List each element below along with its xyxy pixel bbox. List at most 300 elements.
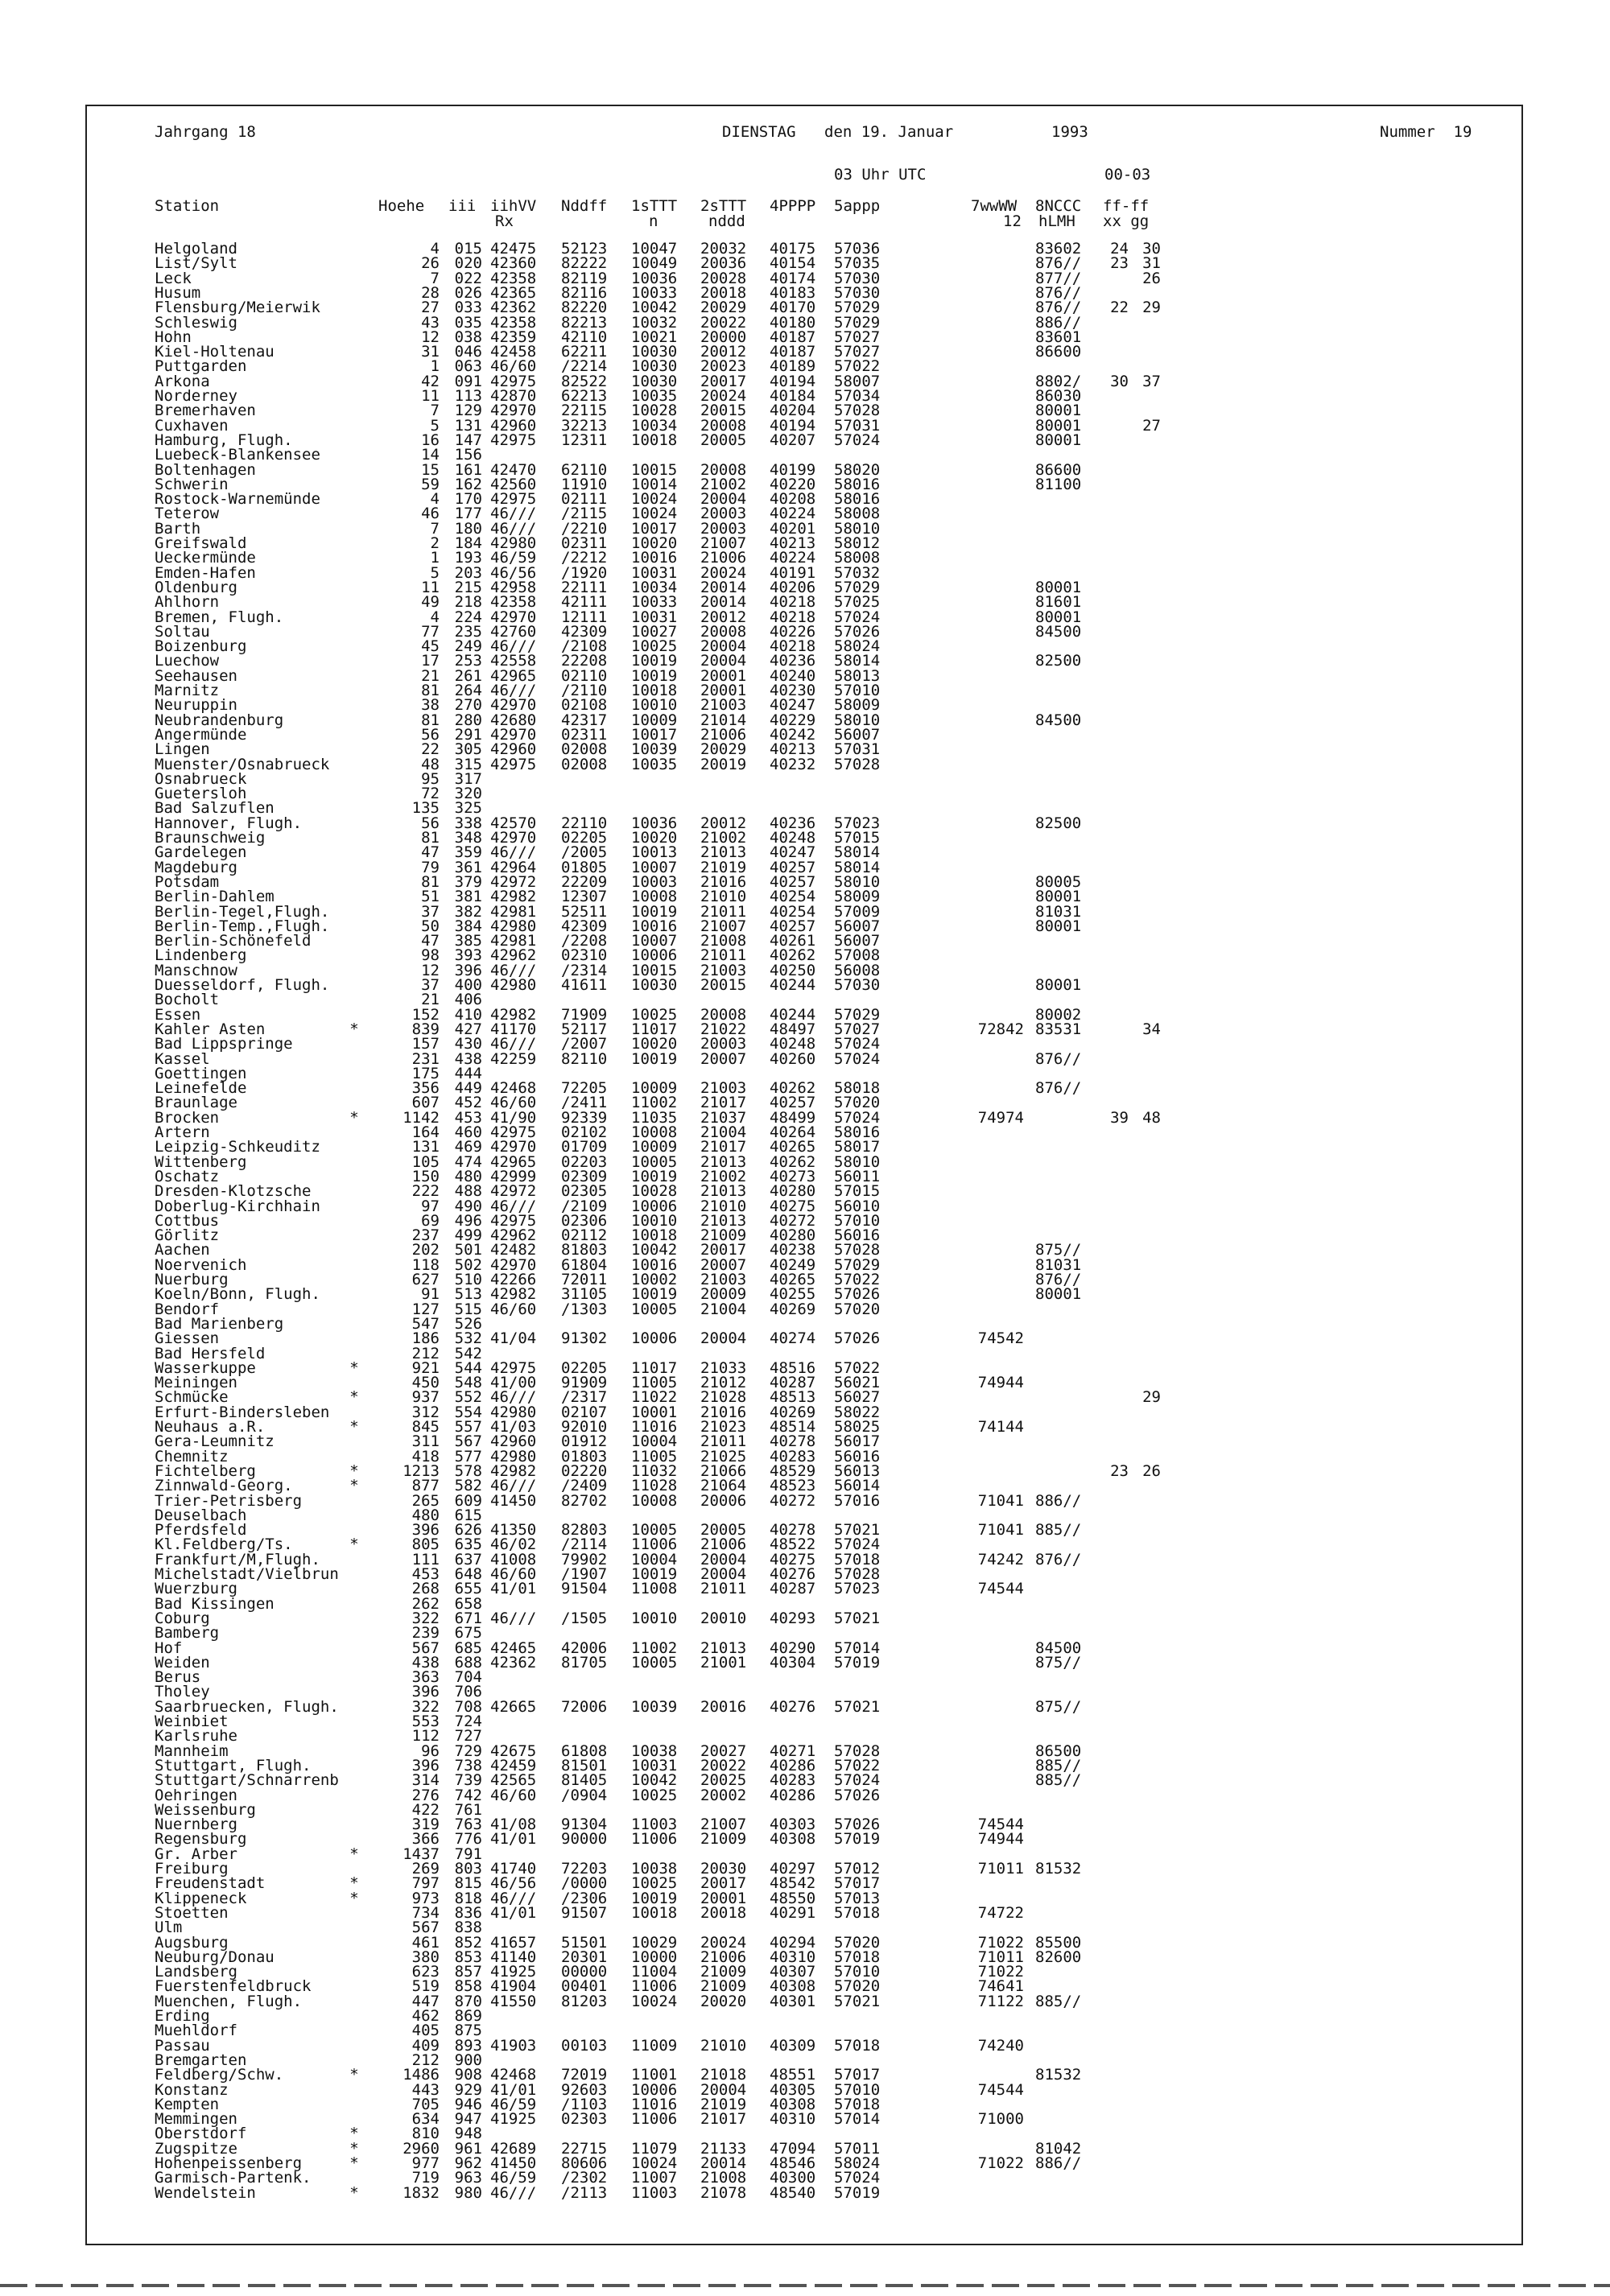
cell-nddff: 22209: [561, 872, 608, 891]
cell-ncc: 84500: [1035, 1639, 1082, 1657]
cell-nddff: /1103: [561, 2095, 608, 2113]
cell-hoehe: 96: [421, 1742, 440, 1760]
cell-pppp: 40261: [770, 932, 816, 950]
col-4pppp: 4PPPP: [770, 197, 816, 215]
cell-station: Passau: [155, 2036, 210, 2055]
cell-sttt2: 21078: [700, 2183, 747, 2202]
cell-appp: 57028: [834, 1565, 881, 1583]
table-row: [0, 1140, 1610, 1154]
cell-sttt2: 20007: [700, 1255, 747, 1274]
cell-iihvv: 46/59: [490, 2169, 537, 2187]
cell-iihvv: 42981: [490, 932, 537, 950]
cell-ncc: 876//: [1035, 1049, 1082, 1068]
cell-iii: 671: [454, 1609, 482, 1627]
cell-sttt1: 10049: [631, 254, 678, 273]
cell-iii: 384: [454, 917, 482, 935]
cell-nddff: 00401: [561, 1977, 608, 1996]
cell-nddff: 02107: [561, 1403, 608, 1421]
cell-station: Bad Kissingen: [155, 1594, 275, 1613]
cell-hoehe: 973: [411, 1889, 440, 1907]
cell-iii: 870: [454, 1992, 482, 2010]
cell-station: Brocken: [155, 1108, 220, 1127]
cell-nddff: 11910: [561, 475, 608, 493]
cell-sttt2: 20036: [700, 254, 747, 273]
col-iihvv: iihVV: [490, 197, 537, 215]
cell-iii: 761: [454, 1800, 482, 1819]
cell-iihvv: 46///: [490, 1035, 537, 1053]
cell-sttt2: 20027: [700, 1742, 747, 1760]
cell-iihvv: 42565: [490, 1771, 537, 1790]
cell-sttt1: 10008: [631, 1123, 678, 1141]
cell-station: Bad Marienberg: [155, 1314, 284, 1333]
cell-station: Neuruppin: [155, 696, 237, 715]
cell-iii: 131: [454, 416, 482, 435]
cell-iihvv: 42960: [490, 416, 537, 435]
cell-hoehe: 438: [411, 1653, 440, 1672]
cell-hoehe: 4: [430, 608, 440, 626]
table-row: [0, 2009, 1610, 2023]
cell-nddff: 12311: [561, 431, 608, 449]
cell-pppp: 40218: [770, 608, 816, 626]
cell-appp: 57021: [834, 1697, 881, 1716]
cell-sttt1: 10030: [631, 372, 678, 390]
cell-sttt1: 10016: [631, 1255, 678, 1274]
cell-iii: 655: [454, 1580, 482, 1598]
cell-appp: 58016: [834, 475, 881, 493]
cell-iii: 900: [454, 2051, 482, 2069]
cell-appp: 58024: [834, 2154, 881, 2172]
cell-nddff: /2114: [561, 1535, 608, 1554]
cell-sttt1: 10007: [631, 932, 678, 950]
cell-sttt1: 10009: [631, 1079, 678, 1098]
cell-appp: 57010: [834, 682, 881, 699]
table-row: [0, 1434, 1610, 1449]
cell-iihvv: 42760: [490, 622, 537, 641]
cell-station: Duesseldorf, Flugh.: [155, 976, 330, 994]
cell-nddff: 92603: [561, 2080, 608, 2099]
cell-nddff: 81203: [561, 1992, 608, 2010]
cell-hoehe: 977: [411, 2154, 440, 2172]
cell-sttt1: 10020: [631, 829, 678, 847]
cell-appp: 58025: [834, 1418, 881, 1436]
cell-appp: 56016: [834, 1226, 881, 1245]
cell-nddff: 91304: [561, 1816, 608, 1834]
cell-ww: 74544: [977, 1816, 1024, 1834]
cell-iii: 510: [454, 1271, 482, 1288]
cell-iihvv: 46///: [490, 1477, 537, 1495]
cell-sttt2: 21010: [700, 2036, 747, 2055]
cell-sttt1: 10017: [631, 519, 678, 538]
cell-sttt2: 21019: [700, 858, 747, 876]
cell-iii: 637: [454, 1550, 482, 1568]
cell-iihvv: 41904: [490, 1977, 537, 1996]
cell-sttt1: 10010: [631, 696, 678, 715]
bottom-rule: [0, 2284, 1610, 2287]
cell-iihvv: 42870: [490, 387, 537, 405]
cell-nddff: 82222: [561, 254, 608, 273]
cell-pppp: 40262: [770, 1152, 816, 1171]
cell-pppp: 40280: [770, 1226, 816, 1245]
cell-appp: 57036: [834, 240, 881, 258]
cell-iihvv: 41903: [490, 2036, 537, 2055]
cell-iihvv: 46/59: [490, 549, 537, 567]
cell-station: Erfurt-Bindersleben: [155, 1403, 330, 1421]
table-row: [0, 1624, 1610, 1643]
cell-hoehe: 14: [421, 446, 440, 464]
cell-station: Garmisch-Partenk.: [155, 2169, 312, 2187]
cell-pppp: 48546: [770, 2154, 816, 2172]
cell-iihvv: 41008: [490, 1550, 537, 1568]
cell-ff1: 39: [1110, 1108, 1129, 1127]
cell-nddff: 02305: [561, 1182, 608, 1201]
cell-iihvv: 42360: [490, 254, 537, 273]
cell-hoehe: 462: [411, 2007, 440, 2025]
cell-sttt1: 11006: [631, 1535, 678, 1554]
cell-hoehe: 262: [411, 1594, 440, 1613]
cell-ncc: 885//: [1035, 1756, 1082, 1775]
table-row: [0, 696, 1610, 715]
cell-iihvv: 41550: [490, 1992, 537, 2010]
cell-iihvv: 42960: [490, 1432, 537, 1451]
date-label: den 19. Januar: [824, 123, 954, 141]
cell-star: *: [349, 1020, 359, 1038]
cell-sttt1: 11006: [631, 2110, 678, 2129]
cell-sttt1: 10025: [631, 1005, 678, 1024]
cell-station: Muenchen, Flugh.: [155, 1992, 303, 2010]
cell-sttt2: 21006: [700, 1535, 747, 1554]
cell-sttt2: 21017: [700, 2110, 747, 2129]
cell-station: Erding: [155, 2007, 210, 2025]
cell-pppp: 40247: [770, 843, 816, 862]
cell-iihvv: 42689: [490, 2139, 537, 2158]
table-row: [0, 1037, 1610, 1051]
cell-station: Teterow: [155, 505, 220, 523]
cell-sttt2: 21023: [700, 1418, 747, 1436]
cell-iihvv: 41657: [490, 1933, 537, 1952]
cell-appp: 57020: [834, 1933, 881, 1952]
cell-iihvv: 42475: [490, 240, 537, 258]
cell-pppp: 40232: [770, 755, 816, 773]
cell-hoehe: 319: [411, 1816, 440, 1834]
cell-iii: 338: [454, 814, 482, 832]
cell-iihvv: 42982: [490, 1005, 537, 1024]
table-row: [0, 1285, 1610, 1304]
cell-ncc: 80001: [1035, 917, 1082, 935]
cell-sttt1: 10016: [631, 549, 678, 567]
cell-sttt2: 20004: [700, 1329, 747, 1348]
cell-sttt1: 10038: [631, 1860, 678, 1878]
cell-ncc: 86600: [1035, 343, 1082, 361]
cell-ncc: 81601: [1035, 593, 1082, 612]
cell-appp: 58016: [834, 490, 881, 509]
cell-sttt1: 10016: [631, 917, 678, 935]
cell-sttt1: 11016: [631, 1418, 678, 1436]
cell-hoehe: 845: [411, 1418, 440, 1436]
cell-hoehe: 422: [411, 1800, 440, 1819]
cell-nddff: /2108: [561, 637, 608, 656]
cell-pppp: 40264: [770, 1123, 816, 1141]
cell-pppp: 40194: [770, 372, 816, 390]
cell-sttt2: 21013: [700, 843, 747, 862]
cell-appp: 57022: [834, 1271, 881, 1288]
cell-ncc: 877//: [1035, 269, 1082, 287]
cell-station: Doberlug-Kirchhain: [155, 1197, 320, 1215]
table-row: [0, 1478, 1610, 1493]
cell-sttt2: 20004: [700, 652, 747, 670]
cell-hoehe: 222: [411, 1182, 440, 1201]
cell-hoehe: 150: [411, 1167, 440, 1185]
cell-sttt2: 20004: [700, 2080, 747, 2099]
cell-iii: 544: [454, 1358, 482, 1377]
cell-iii: 648: [454, 1565, 482, 1583]
cell-iii: 264: [454, 682, 482, 699]
cell-iii: 577: [454, 1447, 482, 1465]
cell-ff2: 37: [1142, 372, 1161, 390]
cell-ncc: 81042: [1035, 2139, 1082, 2158]
table-row: [0, 2067, 1610, 2082]
col-7wwww-sub: 12: [1003, 212, 1022, 230]
cell-ww: 74240: [977, 2036, 1024, 2055]
cell-hoehe: 42: [421, 372, 440, 390]
cell-iii: 453: [454, 1108, 482, 1127]
cell-station: Freudenstadt: [155, 1874, 266, 1893]
cell-hoehe: 4: [430, 490, 440, 509]
cell-nddff: 62110: [561, 460, 608, 479]
cell-sttt2: 20019: [700, 755, 747, 773]
cell-ncc: 80001: [1035, 416, 1082, 435]
cell-ncc: 876//: [1035, 299, 1082, 317]
cell-pppp: 48497: [770, 1020, 816, 1038]
cell-iihvv: 46/60: [490, 357, 537, 376]
cell-iii: 675: [454, 1624, 482, 1643]
cell-iii: 249: [454, 637, 482, 656]
cell-nddff: 20301: [561, 1948, 608, 1966]
cell-sttt1: 10019: [631, 1565, 678, 1583]
cell-iii: 348: [454, 829, 482, 847]
cell-iihvv: 42359: [490, 328, 537, 346]
col-1sttt-sub: n: [649, 212, 658, 230]
cell-appp: 57024: [834, 431, 881, 449]
cell-iihvv: 41450: [490, 1491, 537, 1510]
cell-iihvv: 46/59: [490, 2095, 537, 2113]
cell-pppp: 40260: [770, 1049, 816, 1068]
col-iihvv-sub: Rx: [495, 212, 514, 230]
table-row: [0, 1771, 1610, 1790]
cell-station: Kahler Asten: [155, 1020, 266, 1038]
cell-appp: 56016: [834, 1447, 881, 1465]
cell-nddff: /2317: [561, 1388, 608, 1407]
cell-sttt2: 20008: [700, 1005, 747, 1024]
cell-appp: 57019: [834, 1653, 881, 1672]
cell-iii: 022: [454, 269, 482, 287]
cell-station: Dresden-Klotzsche: [155, 1182, 312, 1201]
cell-iihvv: 42482: [490, 1241, 537, 1259]
cell-nddff: 62213: [561, 387, 608, 405]
cell-ww: 72842: [977, 1020, 1024, 1038]
cell-hoehe: 17: [421, 652, 440, 670]
cell-sttt2: 20015: [700, 402, 747, 420]
cell-hoehe: 12: [421, 961, 440, 979]
cell-ncc: 876//: [1035, 1271, 1082, 1288]
cell-appp: 57034: [834, 387, 881, 405]
cell-pppp: 40291: [770, 1903, 816, 1922]
col-5appp: 5appp: [834, 197, 881, 215]
cell-sttt2: 21016: [700, 872, 747, 891]
cell-station: Braunschweig: [155, 829, 266, 847]
cell-sttt2: 20006: [700, 1491, 747, 1510]
cell-nddff: 42317: [561, 711, 608, 729]
cell-iihvv: 42665: [490, 1697, 537, 1716]
cell-appp: 57021: [834, 1992, 881, 2010]
cell-appp: 57008: [834, 946, 881, 965]
cell-iihvv: 41/01: [490, 1580, 537, 1598]
cell-pppp: 40207: [770, 431, 816, 449]
col-ffff-sub: xx gg: [1103, 212, 1150, 230]
cell-station: Bendorf: [155, 1300, 220, 1318]
cell-station: Ulm: [155, 1919, 183, 1937]
cell-sttt2: 21011: [700, 1432, 747, 1451]
cell-pppp: 40257: [770, 872, 816, 891]
cell-nddff: 02110: [561, 666, 608, 685]
cell-iihvv: 42972: [490, 1182, 537, 1201]
cell-hoehe: 212: [411, 1344, 440, 1362]
cell-station: Barth: [155, 519, 201, 538]
cell-hoehe: 231: [411, 1049, 440, 1068]
cell-appp: 57011: [834, 2139, 881, 2158]
cell-appp: 57023: [834, 814, 881, 832]
cell-iii: 948: [454, 2125, 482, 2143]
cell-iihvv: 42981: [490, 902, 537, 921]
cell-iii: 729: [454, 1742, 482, 1760]
cell-sttt2: 21002: [700, 475, 747, 493]
cell-nddff: /2208: [561, 932, 608, 950]
cell-iihvv: 42970: [490, 696, 537, 715]
cell-station: Berus: [155, 1668, 201, 1687]
cell-ncc: 80001: [1035, 888, 1082, 906]
cell-iihvv: 42962: [490, 946, 537, 965]
cell-ww: 71011: [977, 1860, 1024, 1878]
cell-appp: 57035: [834, 254, 881, 273]
cell-ww: 71041: [977, 1521, 1024, 1540]
cell-iii: 091: [454, 372, 482, 390]
cell-station: Hohn: [155, 328, 192, 346]
cell-pppp: 40183: [770, 283, 816, 302]
cell-iihvv: 41/01: [490, 1903, 537, 1922]
cell-nddff: /2110: [561, 682, 608, 699]
cell-hoehe: 805: [411, 1535, 440, 1554]
cell-appp: 58009: [834, 696, 881, 715]
cell-nddff: 82522: [561, 372, 608, 390]
col-iii: iii: [448, 197, 477, 215]
cell-sttt1: 11017: [631, 1020, 678, 1038]
cell-station: Freiburg: [155, 1860, 229, 1878]
cell-nddff: 12307: [561, 888, 608, 906]
cell-sttt2: 21013: [700, 1182, 747, 1201]
cell-appp: 57022: [834, 357, 881, 376]
cell-pppp: 47094: [770, 2139, 816, 2158]
cell-hoehe: 175: [411, 1064, 440, 1082]
cell-station: Oldenburg: [155, 578, 237, 596]
cell-star: *: [349, 1358, 359, 1377]
cell-ncc: 80001: [1035, 1285, 1082, 1304]
cell-iihvv: 41/04: [490, 1329, 537, 1348]
cell-iii: 578: [454, 1461, 482, 1480]
cell-ncc: 85500: [1035, 1933, 1082, 1952]
cell-iii: 161: [454, 460, 482, 479]
cell-station: Memmingen: [155, 2110, 237, 2129]
cell-iii: 184: [454, 534, 482, 552]
cell-iii: 147: [454, 431, 482, 449]
cell-station: Weiden: [155, 1653, 210, 1672]
cell-station: List/Sylt: [155, 254, 237, 273]
col-2sttt: 2sTTT: [700, 197, 747, 215]
cell-appp: 58022: [834, 1403, 881, 1421]
cell-iihvv: 41350: [490, 1521, 537, 1540]
cell-ww: 71022: [977, 1963, 1024, 1981]
cell-ww: 74144: [977, 1418, 1024, 1436]
cell-station: Potsdam: [155, 872, 220, 891]
cell-hoehe: 95: [421, 769, 440, 788]
cell-iihvv: 42965: [490, 666, 537, 685]
cell-hoehe: 127: [411, 1300, 440, 1318]
cell-sttt1: 10013: [631, 843, 678, 862]
cell-pppp: 40262: [770, 946, 816, 965]
cell-iihvv: 41/03: [490, 1418, 537, 1436]
cell-hoehe: 7: [430, 519, 440, 538]
cell-iihvv: 42560: [490, 475, 537, 493]
cell-hoehe: 50: [421, 917, 440, 935]
cell-appp: 56007: [834, 725, 881, 744]
cell-sttt1: 11003: [631, 2183, 678, 2202]
table-row: [0, 1684, 1610, 1699]
cell-station: Neubrandenburg: [155, 711, 284, 729]
cell-sttt1: 10025: [631, 1786, 678, 1804]
cell-pppp: 40204: [770, 402, 816, 420]
cell-pppp: 40274: [770, 1329, 816, 1348]
cell-iii: 852: [454, 1933, 482, 1952]
cell-ncc: 875//: [1035, 1697, 1082, 1716]
cell-hoehe: 734: [411, 1903, 440, 1922]
cell-nddff: 81705: [561, 1653, 608, 1672]
cell-nddff: /2409: [561, 1477, 608, 1495]
cell-sttt1: 10033: [631, 593, 678, 612]
cell-station: Wittenberg: [155, 1152, 247, 1171]
cell-pppp: 40275: [770, 1197, 816, 1215]
cell-iihvv: 46///: [490, 519, 537, 538]
cell-station: Kl.Feldberg/Ts.: [155, 1535, 293, 1554]
cell-iii: 033: [454, 299, 482, 317]
cell-iihvv: 46/60: [490, 1786, 537, 1804]
cell-ncc: 885//: [1035, 1992, 1082, 2010]
cell-station: Kiel-Holtenau: [155, 343, 275, 361]
cell-sttt1: 10021: [631, 328, 678, 346]
cell-nddff: 32213: [561, 416, 608, 435]
cell-sttt2: 21009: [700, 1977, 747, 1996]
cell-pppp: 40308: [770, 1977, 816, 1996]
cell-pppp: 40218: [770, 593, 816, 612]
cell-nddff: /2302: [561, 2169, 608, 2187]
cell-pppp: 48513: [770, 1388, 816, 1407]
table-row: [0, 740, 1610, 759]
cell-iii: 170: [454, 490, 482, 509]
cell-pppp: 48551: [770, 2066, 816, 2084]
cell-iihvv: 42558: [490, 652, 537, 670]
cell-appp: 56007: [834, 932, 881, 950]
cell-appp: 58014: [834, 858, 881, 876]
table-row: [0, 447, 1610, 462]
table-row: [0, 1243, 1610, 1257]
cell-pppp: 48516: [770, 1358, 816, 1377]
